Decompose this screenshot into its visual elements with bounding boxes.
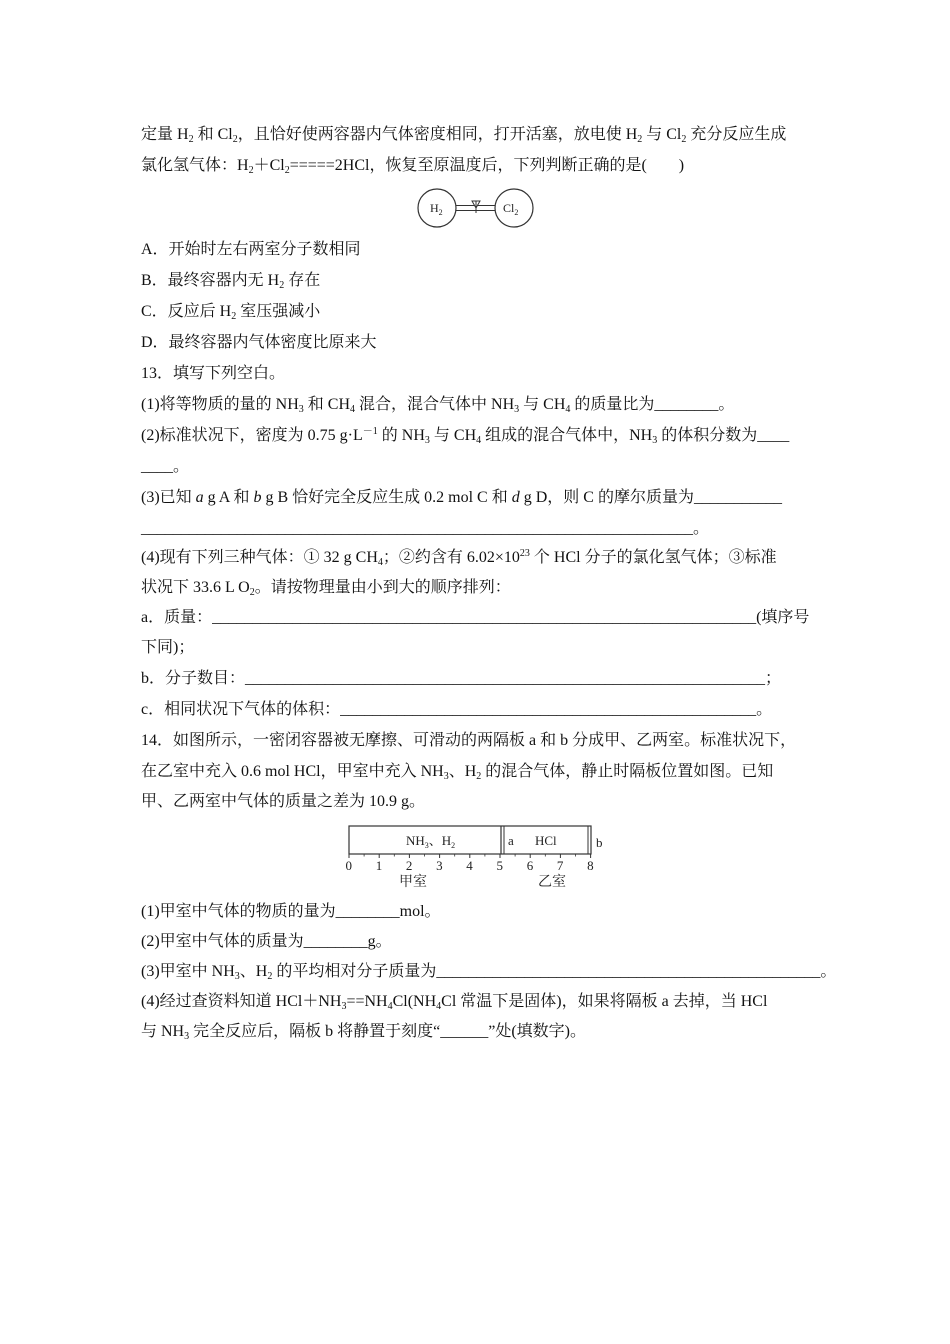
svg-text:H2: $H_2$ [430,201,443,217]
scale-ticks [346,854,594,873]
room-yi: 乙室 [538,875,566,890]
q13-a-mass-cont: 下同)； [141,639,195,656]
q12-option-d: D．最终容器内气体密度比原来大 [141,334,377,351]
q14-line-3: 甲、乙两室中气体的质量之差为 10.9 g。 [141,793,426,810]
q12-option-c: C．反应后 $H_2$ 室压强减小 [141,303,321,322]
scale-tick-label: 0 [345,858,352,873]
q13-a-mass: a．质量：____________________________________________________________________(填序号 [141,609,810,626]
scale-tick-label: 2 [405,858,413,873]
q13-part-2-cont: ____。 [141,458,190,475]
label-b: b [596,835,603,850]
svg-text:NH3、H2: $NH_3$、$H_2$ [406,833,456,850]
q13-part-2: (2)标准状况下，密度为 0.75 $g\cdot L^{-1}$ 的 $NH_3$ 与 $CH_4$ 组成的混合气体中，$NH_3$ 的体积分数为____ [141,426,790,446]
q13-part-4-cont: 状况下 33.6 L $O_2$。请按物理量由小到大的顺序排列： [141,579,511,598]
q13-part-3: (3)已知 a g A 和 b g B 恰好完全反应生成 0.2 mol C 和 d g D，则 C 的摩尔质量为___________ [141,489,782,506]
q14-part-1: (1)甲室中气体的物质的量为________mol。 [141,903,441,920]
scale-tick-label: 7 [556,858,564,873]
q13-part-3-cont: _____________________________________________________________________。 [141,520,709,537]
scale-tick-label: 5 [496,858,503,873]
q13-part-1: (1)将等物质的量的 $NH_3$ 和 $CH_4$ 混合，混合气体中 $NH_3$ 与 $CH_4$ 的质量比为________。 [141,396,735,415]
scale-tick-label: 8 [587,858,594,873]
q14-part-4: (4)经过查资料知道 $HCl+NH_3==NH_4Cl(NH_4Cl$ 常温下是固体)，如果将隔板 a 去掉，当 HCl [141,993,768,1012]
label-a: a [508,833,514,848]
h2-cl2-container-figure [415,186,537,230]
q14-part-3: (3)甲室中 $NH_3$、$H_2$ 的平均相对分子质量为________________________________________________。 [141,963,837,982]
q12-line-1: 定量 $H_2$ 和 $Cl_2$，且恰好使两容器内气体密度相同，打开活塞，放电使 $H_2$ 与 $Cl_2$ 充分反应生成 [141,126,787,145]
hcl-label: HCl [535,833,557,848]
q13-title: 13．填写下列空白。 [141,365,286,382]
q12-line-2: 氯化氢气体：$H_2+Cl_2=====2HCl$，恢复至原温度后，下列判断正确的是( ) [141,157,685,176]
scale-tick-label: 6 [526,858,534,873]
scale-tick-label: 4 [466,858,473,873]
q13-part-4: (4)现有下列三种气体：① 32 g $CH_4$；②约含有 $6.02\times 10^{23}$ 个 HCl 分子的氯化氢气体；③标准 [141,548,777,568]
q14-part-4-cont: 与 $NH_3$ 完全反应后，隔板 b 将静置于刻度“______”处(填数字)。 [141,1023,586,1042]
q12-option-a: A．开始时左右两室分子数相同 [141,241,361,258]
svg-text:Cl2: $Cl_2$ [503,201,519,217]
sealed-container-figure [340,822,620,894]
q13-b-molecules: b．分子数目：_________________________________________________________________； [141,670,782,687]
scale-tick-label: 3 [436,858,443,873]
q12-option-b: B．最终容器内无 $H_2$ 存在 [141,272,321,291]
q14-part-2: (2)甲室中气体的质量为________g。 [141,933,392,950]
q13-c-volume: c．相同状况下气体的体积：____________________________________________________。 [141,701,773,718]
q14-line-2: 在乙室中充入 0.6 mol HCl，甲室中充入 $NH_3$、$H_2$ 的混合气体，静止时隔板位置如图。已知 [141,763,774,782]
scale-tick-label: 1 [375,858,383,873]
room-jia: 甲室 [399,875,427,890]
q14-line-1: 14．如图所示，一密闭容器被无摩擦、可滑动的两隔板 a 和 b 分成甲、乙两室。标准状况下， [141,732,797,749]
